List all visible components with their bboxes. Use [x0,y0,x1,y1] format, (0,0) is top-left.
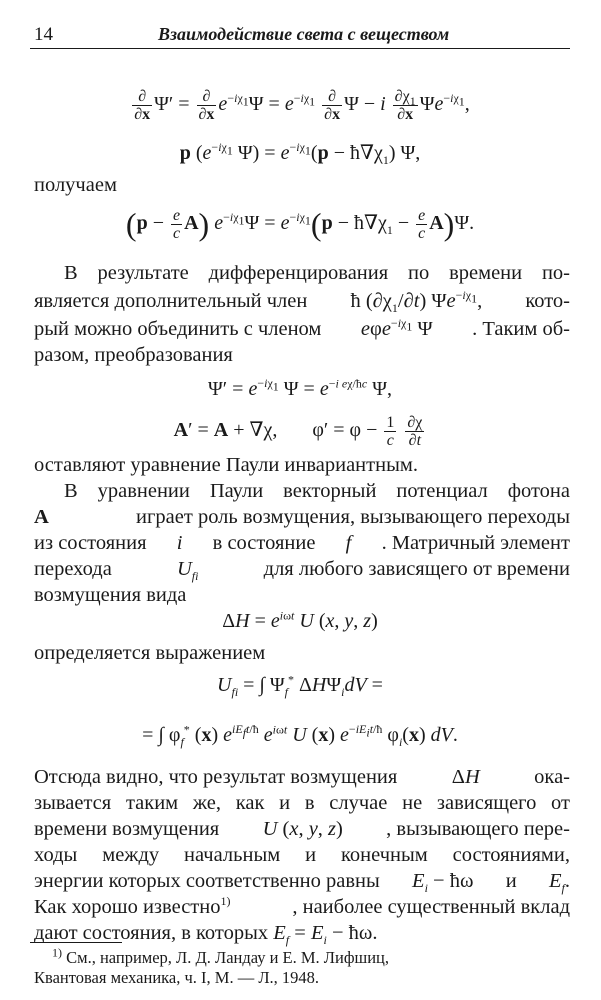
equation-matrix-element: $U_{fi}$ = ∫ $\Psi_f^*$ $\Delta H\Psi_idV$ = [217,672,383,699]
formula-inline: A [34,506,49,528]
equation-derivative: $\frac{\partial}{\partial x}$ Ψ′ = $\frac{\partial}{\partial x}$ $e^{-i\chi_1}\Psi = e^{-i\chi_1}$ $\frac{\partial}{\partial x}$ Ψ − i $\frac{\partial\chi_1}{\partial x}$ $\Psi e^{-i\chi_1}$, [134,88,470,123]
text-fragment: Отсюда видно, что результат возмущения [34,766,398,788]
text-fragment: из состояния [34,532,147,554]
text-line [34,896,570,919]
text-line [34,288,570,316]
text-line: возмущения вида [34,584,187,606]
text-fragment: и [505,870,517,892]
running-title: Взаимодействие света с веществом [158,24,450,44]
text-fragment: , вызывающего пере- [386,818,570,840]
text-line [34,766,570,789]
footnote-rule [30,942,122,943]
text-fragment: дают состояния, в которых [34,922,269,944]
text-line [34,506,570,529]
footnote-ref: 1) [220,894,231,909]
equation-gauge-momentum: (p − $\frac{e}{c}$ A) $e^{-i\chi_1}\Psi = e^{-i\chi_1}(p$ − $ħ\nabla\chi_1$ − $\frac{e}{c}$ A)Ψ. [125,206,475,242]
formula-inline: $E_f = E_i$ − ħω. [273,922,378,948]
formula-inline: $E_i$ − ħω [412,870,474,896]
text-line: зывается таким же, как и в случае не зависящего от [34,792,570,814]
footnote-line [52,945,570,968]
text-fragment: в состояние [212,532,316,554]
text-line: В уравнении Паули векторный потенциал фотона [64,480,570,502]
text-line: ходы между начальным и конечным состояниями, [34,844,570,866]
equation-matrix-element-expanded: = ∫ $\varphi_f^*$ (x) $e^{iE_ft/ħ}$ $e^{i\omega t}$ U (x) $e^{-iE_it/ħ}$ $\varphi_i(x)$ dV. [142,722,458,749]
text-line [34,870,570,896]
text-fragment: перехода [34,558,112,580]
page-number: 14 [34,24,53,45]
text-line [34,318,570,341]
formula-inline: U (x, y, z) [262,818,343,840]
equation-momentum: p ($e^{-i\chi_1}$ $\Psi) = e^{-i\chi_1}(p$ − $ħ\nabla\chi_1$) Ψ, [179,140,421,167]
text-fragment: для любого зависящего от времени [263,558,570,580]
text-fragment: . Матричный элемент [381,532,570,554]
footnote-text: $^{1)}$ См., например, Л. Д. Ландау и Е. М. Лифшиц, [52,945,390,967]
text-line: оставляют уравнение Паули инвариантным. [34,454,418,476]
page-header [30,22,570,49]
formula-inline: ħ $(\partial\chi_1/\partial t)$ $\Psi e^{-i\chi_1}$, [350,288,483,316]
formula-inline: eφe$^{-i\chi_1}$ Ψ [360,316,433,340]
text-fragment: энергии которых соответственно равны [34,870,380,892]
equation-psi-transform: $\Psi' = e^{-i\chi_1}$ $\Psi = e^{-i e\chi/ħc}$ Ψ, [208,376,392,400]
equation-potential-transform: A′ = A + ∇χ, φ′ = φ − $\frac{1}{c}$ $\frac{\partial\chi}{\partial t}$ [173,414,423,449]
text-line: определяется выражением [34,642,266,664]
text-line [34,818,570,841]
text-fragment: рый можно объединить с членом [34,318,322,340]
formula-inline: f [345,532,352,554]
text-line: В результате дифференцирования по времени по- [64,262,570,284]
text-fragment: , наиболее существенный вклад [292,896,570,918]
text-line [34,558,570,584]
text-fragment: Как хорошо известно$^{1)}$ [34,894,231,918]
text-line: получаем [34,174,117,196]
text-fragment: времени возмущения [34,818,220,840]
equation-perturbation: $\Delta H = e^{i\omega t}$ U (x, y, z) [222,608,378,632]
text-fragment: . Таким об- [472,318,570,340]
book-page [30,22,570,987]
text-fragment: кото- [525,290,570,312]
text-fragment: играет роль возмущения, вызывающего переходы [136,506,570,528]
formula-inline: $E_f$. [548,870,570,896]
text-fragment: ока- [534,766,570,788]
formula-inline: i [176,532,183,554]
formula-inline: $U_{fi}$ [176,558,199,584]
footnote-line: Квантовая механика, ч. I, М. — Л., 1948. [34,968,320,987]
formula-inline: ΔH [451,766,480,788]
text-line: разом, преобразования [34,344,233,366]
text-line [34,532,570,555]
text-fragment: является дополнительный член [34,290,308,312]
